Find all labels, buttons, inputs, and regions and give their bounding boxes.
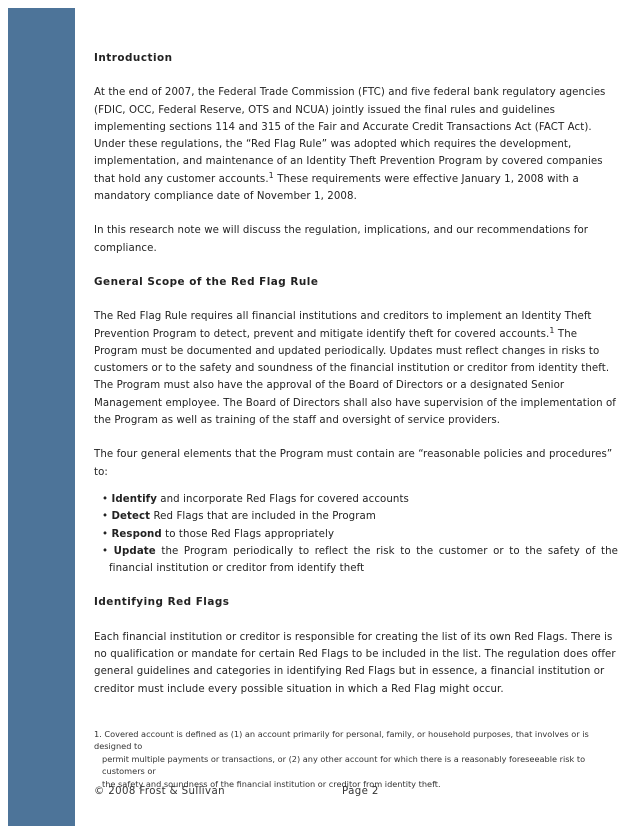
intro-paragraph-1: [94, 84, 618, 205]
sidebar-band: [8, 8, 75, 826]
elements-list: [102, 491, 618, 577]
scope-paragraph-2: The four general elements that the Program must contain are “reasonable policies and procedures” to:: [94, 449, 613, 478]
scope-heading: General Scope of the Red Flag Rule: [94, 275, 319, 288]
list-item: • Detect Red Flags that are included in the Program: [102, 511, 376, 523]
bullet-text: and incorporate Red Flags for covered accounts: [156, 493, 409, 505]
page-number: Page 2: [342, 786, 379, 797]
intro-paragraph-2: In this research note we will discuss the regulation, implications, and our recommendations for compliance.: [94, 225, 589, 254]
bullet-term: Update: [113, 545, 156, 557]
identifying-heading: Identifying Red Flags: [94, 596, 230, 609]
footnote-ref: 1: [549, 325, 555, 335]
list-item: • Respond to those Red Flags appropriately: [102, 528, 335, 540]
bullet-text: Red Flags that are included in the Program: [150, 511, 376, 523]
footnote-line-3: the safety and soundness of the financial institution or creditor from identity theft.: [102, 778, 441, 789]
copyright-text: © 2008 Frost & Sullivan: [94, 786, 225, 797]
list-item: • Update the Program periodically to reflect the risk to the customer or to the safety of the financial institution or creditor from identify theft: [102, 545, 618, 575]
bullet-text: the Program periodically to reflect the risk to the customer or to the safety of the financial institution or creditor from identify theft: [109, 545, 618, 575]
intro-heading: Introduction: [94, 52, 173, 64]
footnote-ref: 1: [268, 170, 274, 180]
footnote-line-2: permit multiple payments or transactions, or (2) any other account for which there is a reasonably foreseeable risk to customers or: [102, 753, 586, 777]
intro-p1-text-a: At the end of 2007, the Federal Trade Commission (FTC) and five federal bank regulatory agencies (FDIC, OCC, Federal Reserve, OTS and NCUA) jointly issued the final rules and guidelines implementing sections 114 and 315 of the Fair and Accurate Credit Transactions Act (FACT Act). Under these regulations, the “Red Flag Rule” was adopted which requires the development, implementation, and maintenance of an Identity Theft Prevention Program by covered companies that hold any customer accounts.: [94, 87, 606, 185]
footnote: [94, 728, 618, 790]
list-item: • Identify and incorporate Red Flags for covered accounts: [102, 493, 409, 505]
identifying-paragraph-1: Each financial institution or creditor is responsible for creating the list of its own Red Flags. There is no qualification or mandate for certain Red Flags to be included in the list. The regulation does offer general guidelines and categories in identifying Red Flags but in essence, a financial institution or creditor must include every possible situation in which a Red Flag might occur.: [94, 631, 616, 695]
bullet-term: Identify: [111, 493, 157, 505]
scope-p1-text-b: The Program must be documented and updated periodically. Updates must reflect changes in risks to customers or to the safety and soundness of the financial institution or creditor from identity theft. The Program must also have the approval of the Board of Directors or a designated Senior Management employee. The Board of Directors shall also have supervision of the implementation of the Program as well as training of the staff and oversight of service providers.: [94, 328, 616, 427]
bullet-text: to those Red Flags appropriately: [161, 528, 335, 540]
intro-p1-text-b: These requirements were effective January 1, 2008 with a mandatory compliance date of November 1, 2008.: [94, 173, 579, 203]
document-body: [94, 50, 618, 715]
footnote-line-1: 1. Covered account is defined as (1) an account primarily for personal, family, or household purposes, that involves or is designed to: [94, 729, 589, 752]
scope-paragraph-1: [94, 308, 618, 429]
bullet-term: Respond: [111, 528, 162, 540]
bullet-term: Detect: [111, 511, 151, 523]
scope-p1-text-a: The Red Flag Rule requires all financial institutions and creditors to implement an Identity Theft Prevention Program to detect, prevent and mitigate identify theft for covered accounts.: [94, 311, 592, 340]
